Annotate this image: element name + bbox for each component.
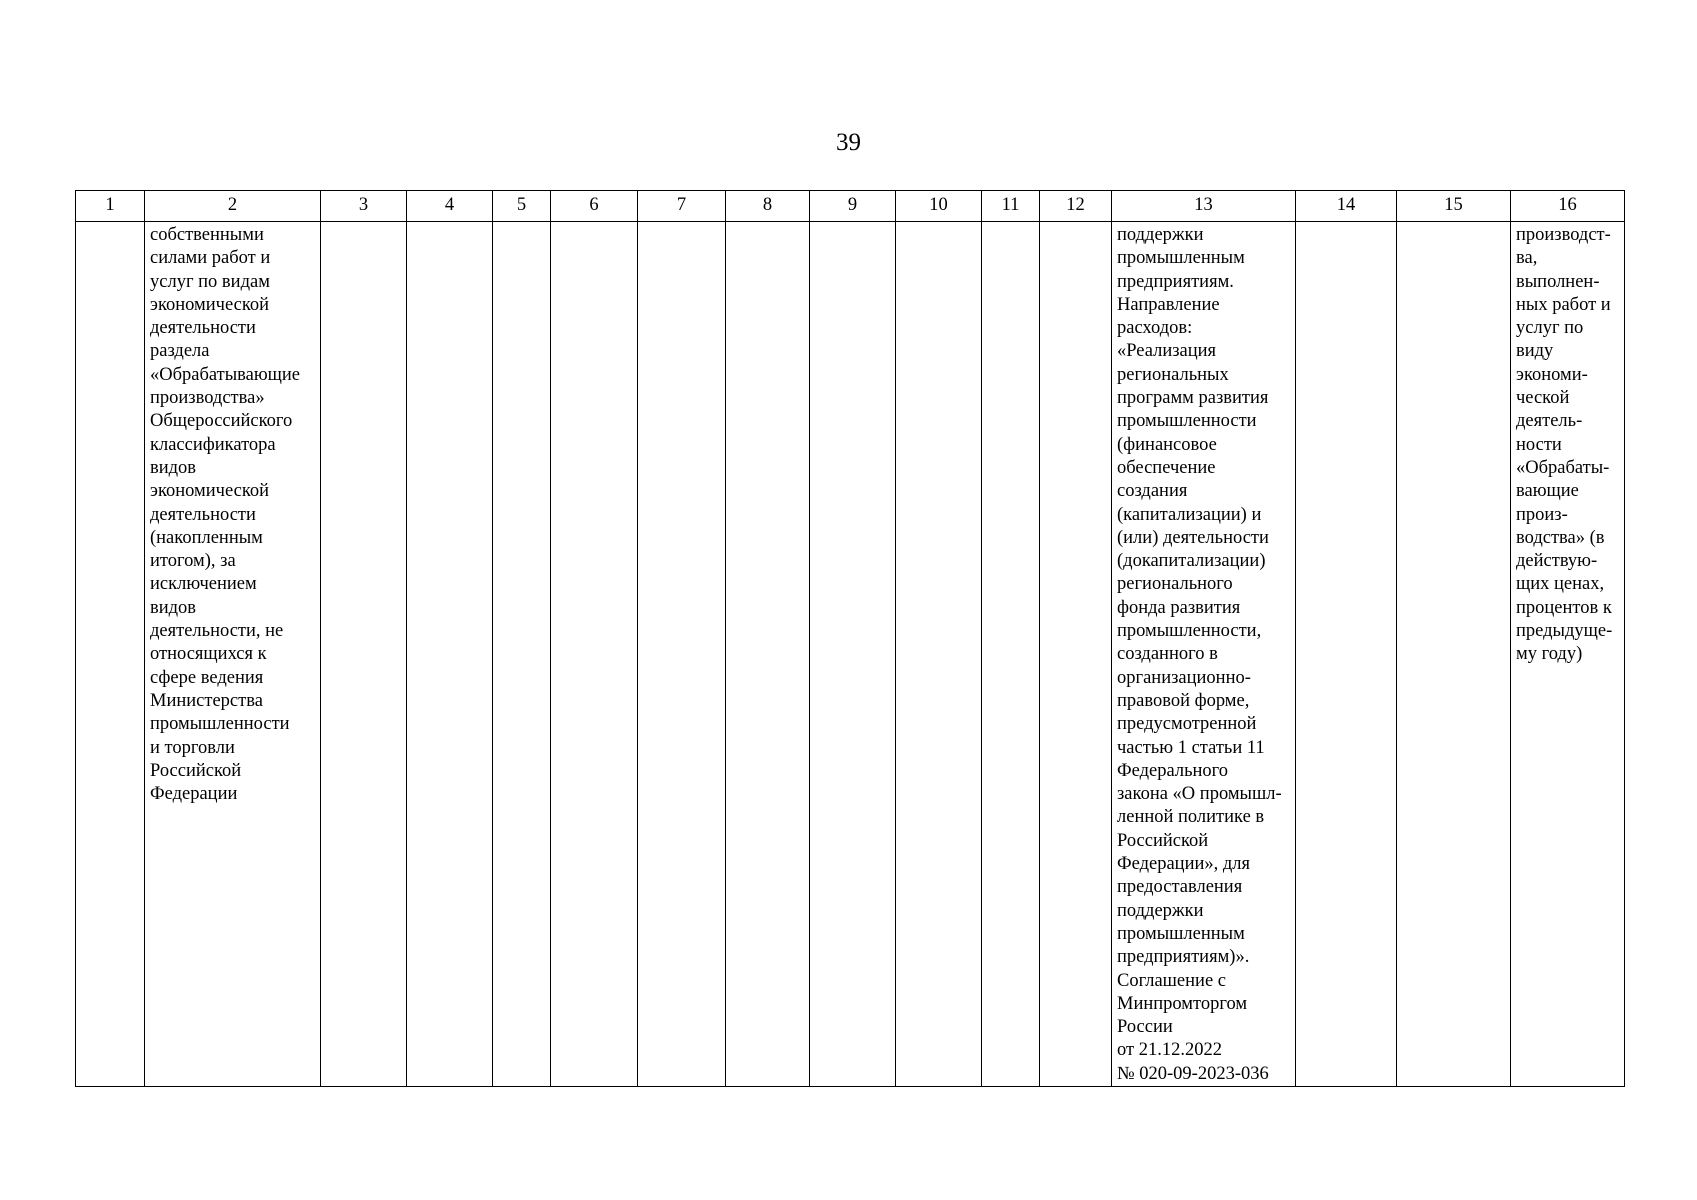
table-cell-5 [493,222,551,1087]
cell-text-16: производст- ва, выполнен- ных работ и услуг по виду экономи- ческой деятель- ности «Обрабаты- вающие произ- водства» (в действую- щих ценах, процентов к предыдуще- му году) [1516,225,1613,665]
table-cell-3 [321,222,407,1087]
column-header-16: 16 [1511,191,1625,222]
cell-text-12 [1040,222,1111,224]
cell-text-1 [76,222,144,224]
table-cell-14 [1296,222,1397,1087]
column-header-13: 13 [1112,191,1296,222]
cell-text-6 [551,222,637,224]
column-header-9: 9 [810,191,896,222]
column-header-11: 11 [982,191,1040,222]
column-header-14: 14 [1296,191,1397,222]
column-header-7: 7 [638,191,726,222]
cell-text-8 [726,222,809,224]
cell-text-15 [1397,222,1510,224]
cell-text-3 [321,222,406,224]
column-header-6: 6 [551,191,638,222]
cell-text-9 [810,222,895,224]
cell-text-10 [896,222,981,224]
cell-text-2: собственными силами работ и услуг по видам экономической деятельности раздела «Обрабатывающие производства» Общероссийского классификатора видов экономической деятельности (накопленным итогом), за исключением видов деятельности, не относящихся к сфере ведения Министерства промышленности и торговли Российской Федерации [150,225,301,805]
table-cell-4 [407,222,493,1087]
column-header-2: 2 [145,191,321,222]
data-table [75,190,1625,1087]
column-header-12: 12 [1040,191,1112,222]
column-header-10: 10 [896,191,982,222]
table-cell-1 [76,222,145,1087]
page-number: 39 [836,129,861,156]
table-cell-7 [638,222,726,1087]
table-cell-9 [810,222,896,1087]
column-header-4: 4 [407,191,493,222]
table-cell-6 [551,222,638,1087]
table-cell-2 [145,222,321,1087]
column-header-5: 5 [493,191,551,222]
cell-text-4 [407,222,492,224]
table-cell-15 [1397,222,1511,1087]
cell-text-7 [638,222,725,224]
table-cell-8 [726,222,810,1087]
column-header-3: 3 [321,191,407,222]
column-header-15: 15 [1397,191,1511,222]
cell-text-5 [493,222,550,224]
table-cell-11 [982,222,1040,1087]
table-row [76,222,1625,1087]
cell-text-13: поддержки промышленным предприятиям. Направление расходов: «Реализация региональных программ развития промышленности (финансовое обеспечение создания (капитализации) и (или) деятельности (докапитализации) регионального фонда развития промышленности, созданного в организационно- правовой форме, предусмотренной частью 1 статьи 11 Федерального закона «О промышл- ленной политике в Российской Федерации», для предоставления поддержки промышленным предприятиям)». Соглашение с Минпромторгом России от 21.12.2022 № 020-09-2023-036 [1117,225,1282,1084]
cell-text-11 [982,222,1039,224]
header-row [76,191,1625,222]
table-cell-12 [1040,222,1112,1087]
table-cell-10 [896,222,982,1087]
column-header-1: 1 [76,191,145,222]
table-cell-13 [1112,222,1296,1087]
table-cell-16 [1511,222,1625,1087]
column-header-8: 8 [726,191,810,222]
cell-text-14 [1296,222,1396,224]
